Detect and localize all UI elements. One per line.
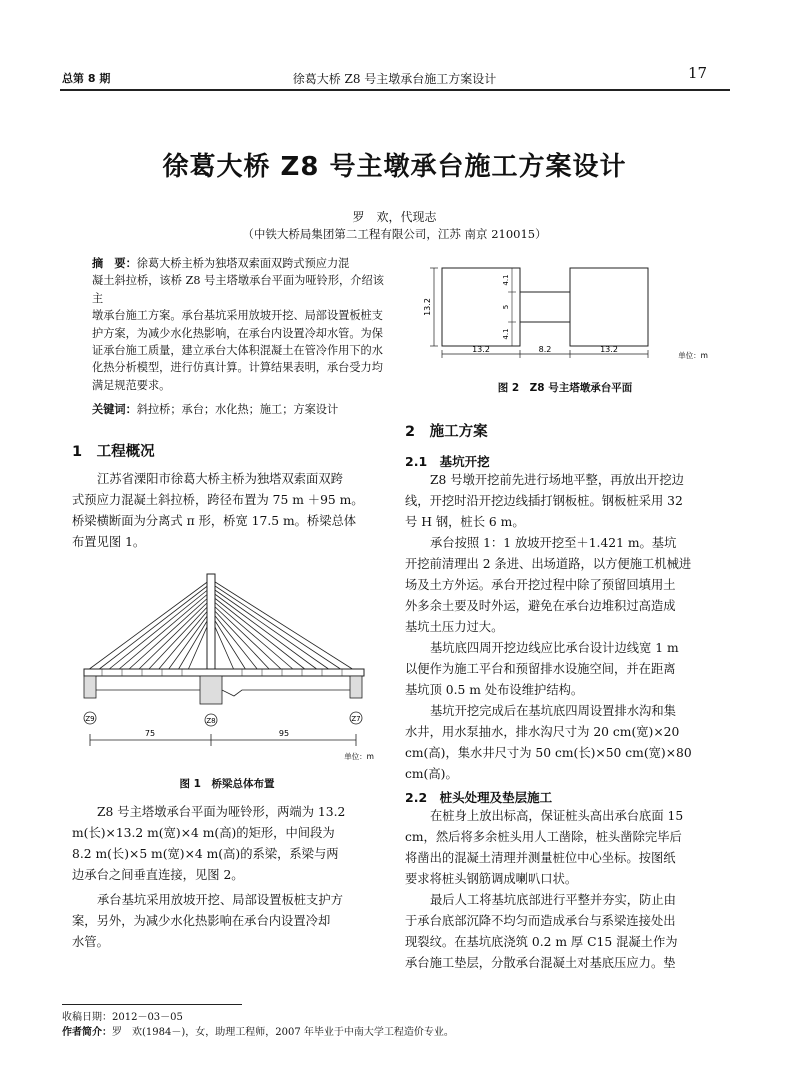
footnote-rule [62,1004,242,1005]
text-line: 基坑底四周开挖边线应比承台设计边线宽 1 m [430,641,679,655]
abstract-line: 凝土斜拉桥，该桥 Z8 号主塔墩承台平面为哑铃形，介绍该主 [92,274,384,305]
text-line: m(长)×13.2 m(宽)×4 m(高)的矩形，中间段为 [72,826,335,840]
section-2-1-heading: 2.1 基坑开挖 [405,454,490,469]
text-line: 现裂纹。在基坑底浇筑 0.2 m 厚 C15 混凝土作为 [405,935,678,949]
dim-bottom-right: 13.2 [600,345,618,354]
figure-2-caption: 图 2 Z8 号主塔墩承台平面 [497,382,633,394]
dim-bottom-mid: 8.2 [538,345,552,354]
text-line: 边承台之间垂直连接，见图 2。 [72,868,244,882]
section-2-2-heading: 2.2 桩头处理及垫层施工 [405,790,553,805]
abstract-line: 护方案，为减少水化热影响，在承台内设置冷却水管。为保 [92,326,383,340]
text-line: 要求将桩头钢筋调成喇叭口状。 [405,872,578,886]
text-line: 在桩身上放出标高，保证桩头高出承台底面 15 [430,809,684,823]
text-line: 以便作为施工平台和预留排水设施空间，并在距离 [405,662,676,676]
dim-bottom-left: 13.2 [472,345,490,354]
text-line: 于承台底部沉降不均匀而造成承台与系梁连接处出 [405,914,676,928]
text-line: 将凿出的混凝土清理并测量桩位中心坐标。按图纸 [405,851,676,865]
section-2-heading: 2 施工方案 [405,424,488,440]
authors: 罗 欢，代现志 [352,210,437,224]
header-rule [60,89,730,91]
abstract-line: 满足规范要求。 [92,378,171,392]
running-title: 徐葛大桥 Z8 号主墩承台施工方案设计 [292,72,497,86]
text-line: 承台按照 1：1 放坡开挖至＋1.421 m。基坑 [430,536,677,550]
text-line: 基坑开挖完成后在基坑底四周设置排水沟和集 [430,704,676,718]
text-line: 式预应力混凝土斜拉桥，跨径布置为 75 m ＋95 m。 [72,493,364,507]
dim-inner-bottom: 4.1 [502,328,510,340]
text-line: 场及土方外运。承台开挖过程中除了预留回填用土 [405,578,676,592]
text-line: Z8 号墩开挖前先进行场地平整，再放出开挖边 [430,473,684,487]
text-line: cm(高)，集水井尺寸为 50 cm(长)×50 cm(宽)×80 [405,746,692,760]
paper-title: 徐葛大桥 Z8 号主墩承台施工方案设计 [162,152,627,182]
abstract [92,255,384,419]
span-label-75: 75 [144,729,156,738]
section-1-heading: 1 工程概况 [72,444,155,460]
dim-inner-mid: 5 [502,304,510,310]
unit-label: 单位：m [344,752,374,761]
section-1-para-2 [72,802,384,886]
page-number: 17 [688,64,708,82]
text-line: 开挖前清理出 2 条进、出场道路，以方便施工机械进 [405,557,692,571]
span-label-95: 95 [278,729,290,738]
figure-2-pile-cap-plan [420,262,710,372]
pier-label-z8: Z8 [206,717,216,725]
figure-1-bridge-layout [62,568,392,768]
abstract-line: 墩承台施工方案。承台基坑采用放坡开挖、局部设置板桩支 [92,309,383,323]
text-line: 水管。 [72,935,109,949]
figure-1-caption: 图 1 桥梁总体布置 [179,778,275,790]
abstract-line: 徐葛大桥主桥为独塔双索面双跨式预应力混 [136,257,350,270]
text-line: 承台基坑采用放坡开挖、局部设置板桩支护方 [97,893,343,907]
text-line: 基坑土压力过大。 [405,620,504,634]
text-line: cm，然后将多余桩头用人工凿除，桩头凿除完毕后 [405,830,682,844]
text-line: 江苏省溧阳市徐葛大桥主桥为独塔双索面双跨 [97,472,343,486]
text-line: 承台施工垫层，分散承台混凝土对基底压应力。垫 [405,956,676,970]
keywords-label: 关键词： [92,403,137,417]
dim-inner-top: 4.1 [502,274,510,286]
text-line: 8.2 m(长)×5 m(宽)×4 m(高)的系梁，系梁与两 [72,847,339,861]
dim-left: 13.2 [423,298,432,316]
text-line: 线，开挖时沿开挖边线插打钢板桩。钢板桩采用 32 [405,494,683,508]
text-line: 号 H 钢，桩长 6 m。 [405,515,525,529]
text-line: cm(高)。 [405,767,458,781]
text-line: 桥梁横断面为分离式 π 形，桥宽 17.5 m。桥梁总体 [72,514,357,528]
unit-label: 单位：m [678,351,708,360]
affiliation: （中铁大桥局集团第二工程有限公司，江苏 南京 210015） [242,227,547,241]
footnote [62,1010,722,1040]
abstract-line: 证承台施工质量，建立承台大体积混凝土在管冷作用下的水 [92,344,383,358]
keywords: 斜拉桥；承台；水化热；施工；方案设计 [136,403,339,417]
received-date: 收稿日期：2012－03－05 [62,1012,183,1023]
text-line: 布置见图 1。 [72,535,146,549]
abstract-line: 化热分析模型，进行仿真计算。计算结果表明，承台受力均 [92,361,383,375]
pier-label-z7: Z7 [351,715,361,723]
text-line: Z8 号主塔墩承台平面为哑铃形，两端为 13.2 [97,805,346,819]
section-1-para-3 [72,890,384,953]
section-2-1-body [405,470,717,785]
text-line: 外多余土要及时外运，避免在承台边堆积过高造成 [405,599,676,613]
section-1-para-1 [72,469,384,553]
text-line: 水井，用水泵抽水，排水沟尺寸为 20 cm(宽)×20 [405,725,680,739]
section-2-2-body [405,806,717,974]
abstract-label: 摘 要： [92,257,137,270]
author-bio-label: 作者简介： [62,1027,112,1038]
pier-label-z9: Z9 [85,715,95,723]
journal-issue: 总第 8 期 [62,72,111,85]
text-line: 基坑顶 0.5 m 处布设维护结构。 [405,683,584,697]
text-line: 最后人工将基坑底部进行平整并夯实，防止由 [430,893,676,907]
text-line: 案，另外，为减少水化热影响在承台内设置冷却 [72,914,331,928]
author-bio: 罗 欢(1984－)，女，助理工程师，2007 年毕业于中南大学工程造价专业。 [112,1027,454,1038]
